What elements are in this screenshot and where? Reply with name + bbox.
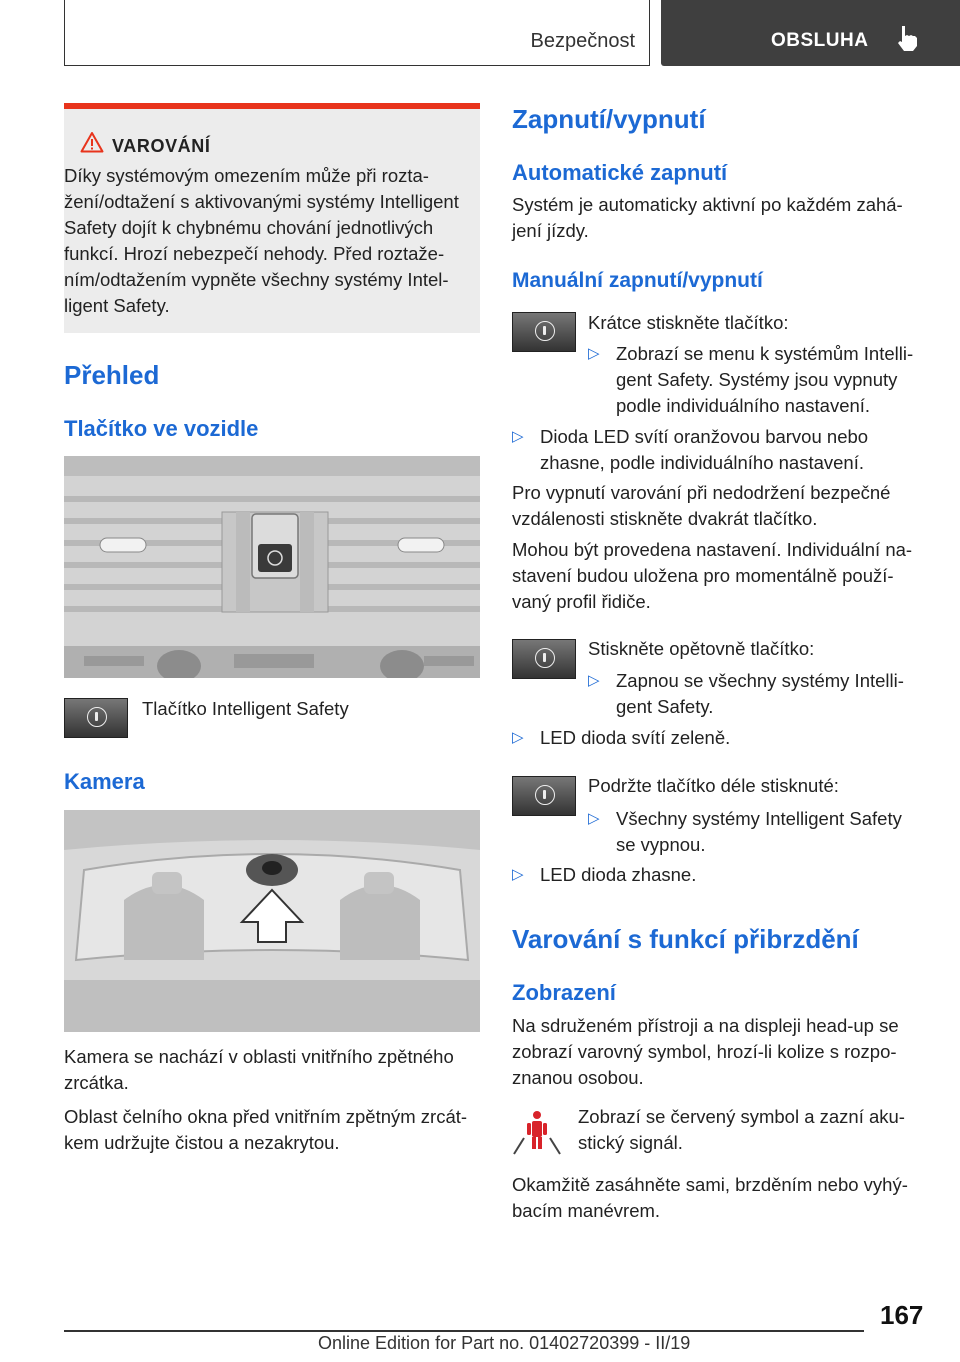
heading-on-off: Zapnutí/vypnutí — [512, 104, 706, 134]
triangle-bullet-icon: ▷ — [588, 345, 600, 362]
settings-text — [512, 537, 912, 615]
warning-line: Díky systémovým omezením může při rozta‐ — [64, 165, 429, 186]
text-line: zhasne, podle individuálního nastavení. — [540, 452, 864, 473]
heading-manual-on-off: Manuální zapnutí/vypnutí — [512, 269, 763, 292]
camera-paragraph-1 — [64, 1044, 454, 1096]
button-caption: Tlačítko Intelligent Safety — [142, 698, 349, 719]
heading-display: Zobrazení — [512, 980, 616, 1005]
triangle-bullet-icon: ▷ — [512, 428, 524, 445]
windshield-illustration — [64, 810, 480, 1032]
text-line: Zobrazí se červený symbol a zazní aku‐ — [578, 1106, 905, 1127]
display-text — [512, 1013, 899, 1091]
safety-button-icon — [87, 707, 107, 727]
press-hold-text: Podržte tlačítko déle stisknuté: — [588, 775, 839, 796]
camera-paragraph-2 — [64, 1104, 467, 1156]
heading-button-in-vehicle: Tlačítko ve vozidle — [64, 416, 259, 441]
pedestrian-warning-icon — [512, 1108, 562, 1156]
intelligent-safety-button-image — [512, 312, 576, 352]
header-chapter-tab — [661, 0, 960, 66]
text-line: zrcátka. — [64, 1072, 129, 1093]
header-section-box — [64, 0, 650, 66]
text-line: kem udržujte čistou a nezakrytou. — [64, 1132, 340, 1153]
text-line: Všechny systémy Intelligent Safety — [616, 808, 902, 829]
warning-triangle-icon — [80, 131, 104, 153]
triangle-bullet-icon: ▷ — [512, 729, 524, 746]
text-line: vzdálenosti stiskněte dvakrát tlačítko. — [512, 508, 818, 529]
triangle-bullet-icon: ▷ — [588, 672, 600, 689]
dashboard-illustration — [64, 456, 480, 678]
text-line: Kamera se nachází v oblasti vnitřního zpětného — [64, 1046, 454, 1067]
footer-divider — [64, 1330, 864, 1332]
text-line: Systém je automaticky aktivní po každém zahá‐ — [512, 194, 903, 215]
triangle-bullet-icon: ▷ — [512, 866, 524, 883]
text-line: zobrazí varovný symbol, hrozí-li kolize s rozpo‐ — [512, 1041, 897, 1062]
text-line: Oblast čelního okna před vnitřním zpětným zrcát‐ — [64, 1106, 468, 1127]
text-line: Okamžitě zasáhněte sami, brzděním nebo vyhý‐ — [512, 1174, 908, 1195]
text-line: gent Safety. — [616, 696, 714, 717]
intelligent-safety-button-image — [64, 698, 128, 738]
heading-automatic-on: Automatické zapnutí — [512, 160, 728, 185]
safety-button-icon — [535, 648, 555, 668]
text-line: Mohou být provedena nastavení. Individuální na‐ — [512, 539, 913, 560]
safety-button-icon — [535, 321, 555, 341]
warning-line: žení/odtažení s aktivovanými systémy Intelligent — [64, 191, 459, 212]
act-now-text — [512, 1172, 908, 1224]
text-line: jení jízdy. — [512, 220, 589, 241]
camera-location-photo — [64, 810, 480, 1032]
warning-box — [64, 103, 480, 333]
warning-title: VAROVÁNÍ — [112, 136, 211, 156]
text-line: vaný profil řidiče. — [512, 591, 651, 612]
heading-overview: Přehled — [64, 360, 160, 390]
warning-line: ním/odtažením vypněte všechny systémy Intel‐ — [64, 269, 449, 290]
page-number: 167 — [880, 1300, 924, 1330]
red-symbol-text — [578, 1104, 905, 1156]
heading-camera: Kamera — [64, 769, 145, 794]
text-line: Zobrazí se menu k systémům Intelli‐ — [616, 343, 914, 364]
text-line: se vypnou. — [616, 834, 706, 855]
text-line: Na sdruženém přístroji a na displeji head-up se — [512, 1015, 899, 1036]
text-line: stavení budou uložena pro momentálně použí‐ — [512, 565, 894, 586]
footer-edition: Online Edition for Part no. 01402720399 - II/19 — [318, 1333, 691, 1353]
dashboard-button-photo — [64, 456, 480, 678]
intelligent-safety-button-image — [512, 639, 576, 679]
text-line: Dioda LED svítí oranžovou barvou nebo — [540, 426, 869, 447]
distance-warning-text — [512, 480, 890, 532]
intelligent-safety-button-image — [512, 776, 576, 816]
text-line: bacím manévrem. — [512, 1200, 661, 1221]
safety-button-icon — [535, 785, 555, 805]
text-line: Pro vypnutí varování při nedodržení bezpečné — [512, 482, 891, 503]
heading-brake-warning: Varování s funkcí přibrzdění — [512, 924, 859, 954]
text-line: podle individuálního nastavení. — [616, 395, 871, 416]
automatic-on-text — [512, 192, 903, 244]
text-line: LED dioda zhasne. — [540, 864, 697, 885]
text-line: stický signál. — [578, 1132, 683, 1153]
warning-line: funkcí. Hrozí nebezpečí nehody. Před roztaže‐ — [64, 243, 445, 264]
text-line: LED dioda svítí zeleně. — [540, 727, 731, 748]
text-line: znanou osobou. — [512, 1067, 644, 1088]
press-short-text: Krátce stiskněte tlačítko: — [588, 312, 789, 333]
triangle-bullet-icon: ▷ — [588, 810, 600, 827]
hand-pointer-icon — [895, 24, 919, 52]
warning-line: Safety dojít k chybnému chování jednotlivých — [64, 217, 434, 238]
press-again-text: Stiskněte opětovně tlačítko: — [588, 638, 815, 659]
warning-text — [64, 163, 480, 319]
text-line: Zapnou se všechny systémy Intelli‐ — [616, 670, 904, 691]
text-line: gent Safety. Systémy jsou vypnuty — [616, 369, 898, 390]
warning-line: ligent Safety. — [64, 295, 170, 316]
header-chapter-title: OBSLUHA — [771, 30, 869, 51]
header-section-title: Bezpečnost — [530, 30, 635, 52]
